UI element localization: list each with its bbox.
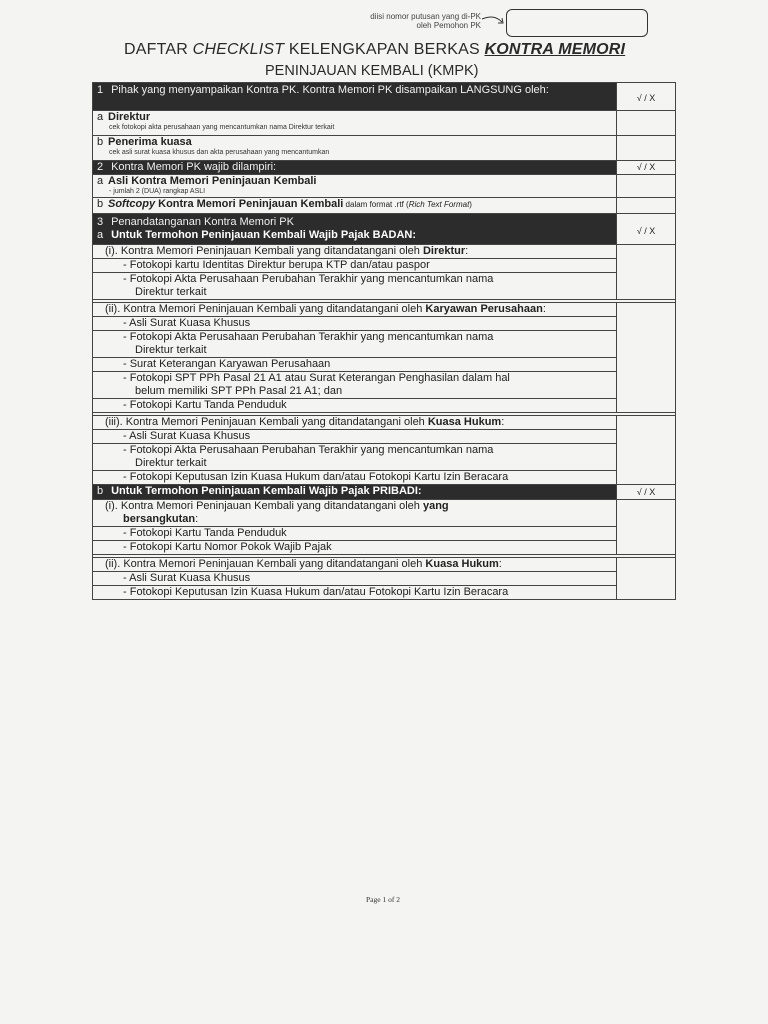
check-cell[interactable]: √ / X	[617, 83, 676, 111]
check-cell[interactable]: √ / X	[617, 214, 676, 245]
badan-direktur-group: (i). Kontra Memori Peninjauan Kembali yang ditandatangani oleh Direktur: - Fotokopi kartu Identitas Direktur berupa KTP dan/atau paspor - Fotokopi Akta Perusahaan Perubahan Terakhir yang mencantumkan nama Direktur terkait	[93, 245, 676, 300]
page-subtitle: PENINJAUAN KEMBALI (KMPK)	[265, 63, 479, 79]
checklist-table	[92, 82, 676, 600]
decision-number-box[interactable]	[506, 9, 648, 37]
check-cell[interactable]	[617, 136, 676, 161]
section-2-item-a: a Asli Kontra Memori Peninjauan Kembali - jumlah 2 (DUA) rangkap ASLI	[93, 175, 676, 198]
check-cell[interactable]	[617, 416, 676, 485]
section-1-header: 1 Pihak yang menyampaikan Kontra PK. Kontra Memori PK disampaikan LANGSUNG oleh: √ / X	[93, 83, 676, 111]
section-2-item-b: b Softcopy Kontra Memori Peninjauan Kembali dalam format .rtf (Rich Text Format)	[93, 198, 676, 214]
check-cell[interactable]	[617, 245, 676, 300]
pribadi-kuasa-hukum-group: (ii). Kontra Memori Peninjauan Kembali yang ditandatangani oleh Kuasa Hukum: - Asli Surat Kuasa Khusus - Fotokopi Keputusan Izin Kuasa Hukum dan/atau Fotokopi Kartu Izin Beracara	[93, 558, 676, 600]
section-3b-header: b Untuk Termohon Peninjauan Kembali Wajib Pajak PRIBADI: √ / X	[93, 485, 676, 500]
check-cell[interactable]	[617, 558, 676, 600]
check-cell[interactable]	[617, 111, 676, 136]
instruction-note: diisi nomor putusan yang di-PK oleh Pemohon PK	[370, 12, 481, 30]
section-2-header: 2 Kontra Memori PK wajib dilampiri: √ / X	[93, 161, 676, 175]
page-title: DAFTAR CHECKLIST KELENGKAPAN BERKAS KONTRA MEMORI	[124, 41, 626, 58]
section-1-item-a: a Direktur cek fotokopi akta perusahaan yang mencantumkan nama Direktur terkait	[93, 111, 676, 136]
check-cell[interactable]	[617, 198, 676, 214]
page-footer: Page 1 of 2	[366, 895, 400, 904]
check-cell[interactable]	[617, 500, 676, 555]
check-cell[interactable]: √ / X	[617, 161, 676, 175]
badan-kuasa-hukum-group: (iii). Kontra Memori Peninjauan Kembali yang ditandatangani oleh Kuasa Hukum: - Asli Surat Kuasa Khusus - Fotokopi Akta Perusahaan Perubahan Terakhir yang mencantumkan nama Direktur terkait - Fotokopi Keputusan Izin Kuasa Hukum dan/atau Fotokopi Kartu Izin Beracara	[93, 416, 676, 485]
check-cell[interactable]	[617, 175, 676, 198]
section-1-item-b: b Penerima kuasa cek asli surat kuasa khusus dan akta perusahaan yang mencantumkan	[93, 136, 676, 161]
section-3-header: 3 Penandatanganan Kontra Memori PK a Untuk Termohon Peninjauan Kembali Wajib Pajak BADAN: √ / X	[93, 214, 676, 245]
check-cell[interactable]: √ / X	[617, 485, 676, 500]
pribadi-sendiri-group: (i). Kontra Memori Peninjauan Kembali yang ditandatangani oleh yang bersangkutan: - Fotokopi Kartu Tanda Penduduk - Fotokopi Kartu Nomor Pokok Wajib Pajak	[93, 500, 676, 555]
check-cell[interactable]	[617, 303, 676, 413]
badan-karyawan-group: (ii). Kontra Memori Peninjauan Kembali yang ditandatangani oleh Karyawan Perusahaan: - Asli Surat Kuasa Khusus - Fotokopi Akta Perusahaan Perubahan Terakhir yang mencantumkan nama Direktur terkait - Surat Keterangan Karyawan Perusahaan - Fotokopi SPT PPh Pasal 21 A1 atau Surat Keterangan Penghasilan dalam hal belum memiliki SPT PPh Pasal 21 A1; dan - Fotokopi Kartu Tanda Penduduk	[93, 303, 676, 413]
